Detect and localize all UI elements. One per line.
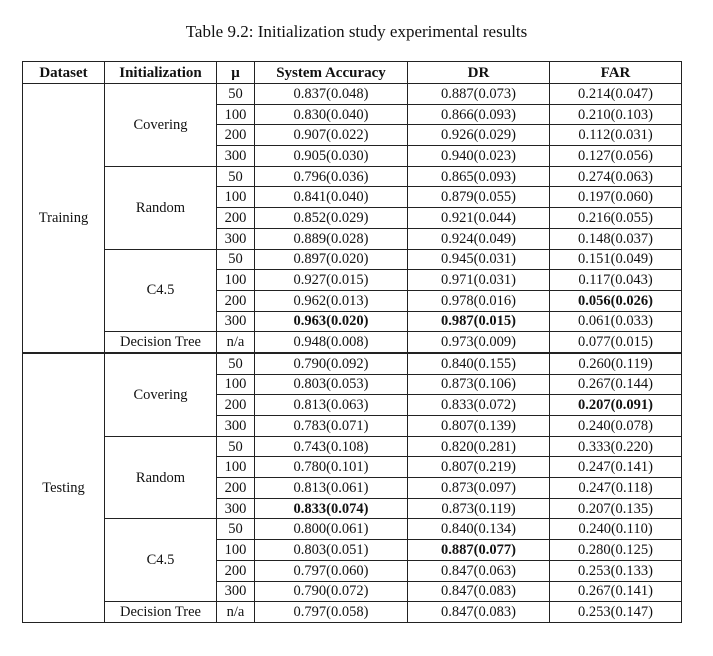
- mu-cell: 50: [217, 249, 255, 270]
- table-caption: Table 9.2: Initialization study experimental results: [185, 22, 528, 41]
- system-accuracy-cell: 0.897(0.020): [255, 249, 408, 270]
- far-cell: 0.207(0.091): [550, 395, 682, 416]
- system-accuracy-cell: 0.963(0.020): [255, 311, 408, 332]
- far-cell: 0.210(0.103): [550, 104, 682, 125]
- system-accuracy-cell: 0.907(0.022): [255, 125, 408, 146]
- mu-cell: 100: [217, 270, 255, 291]
- dr-cell: 0.833(0.072): [408, 395, 550, 416]
- far-cell: 0.253(0.133): [550, 560, 682, 581]
- results-table: [22, 61, 682, 623]
- table-row: [23, 602, 682, 623]
- system-accuracy-cell: 0.837(0.048): [255, 84, 408, 105]
- far-cell: 0.197(0.060): [550, 187, 682, 208]
- mu-cell: n/a: [217, 332, 255, 353]
- dr-cell: 0.971(0.031): [408, 270, 550, 291]
- far-cell: 0.117(0.043): [550, 270, 682, 291]
- mu-cell: 200: [217, 560, 255, 581]
- dr-cell: 0.865(0.093): [408, 166, 550, 187]
- dataset-cell: Training: [23, 84, 105, 353]
- table-row: [23, 353, 682, 374]
- mu-cell: 50: [217, 353, 255, 374]
- mu-cell: 200: [217, 478, 255, 499]
- mu-cell: 300: [217, 581, 255, 602]
- dr-cell: 0.987(0.015): [408, 311, 550, 332]
- system-accuracy-cell: 0.830(0.040): [255, 104, 408, 125]
- system-accuracy-cell: 0.803(0.053): [255, 374, 408, 395]
- mu-cell: 300: [217, 228, 255, 249]
- dr-cell: 0.873(0.119): [408, 498, 550, 519]
- dr-cell: 0.978(0.016): [408, 290, 550, 311]
- system-accuracy-cell: 0.797(0.058): [255, 602, 408, 623]
- far-cell: 0.240(0.078): [550, 416, 682, 437]
- header-far: FAR: [550, 62, 682, 84]
- table-row: [23, 519, 682, 540]
- mu-cell: 300: [217, 498, 255, 519]
- system-accuracy-cell: 0.841(0.040): [255, 187, 408, 208]
- far-cell: 0.207(0.135): [550, 498, 682, 519]
- far-cell: 0.077(0.015): [550, 332, 682, 353]
- system-accuracy-cell: 0.790(0.092): [255, 353, 408, 374]
- initialization-cell: C4.5: [105, 519, 217, 602]
- mu-cell: 100: [217, 374, 255, 395]
- header-system-accuracy: System Accuracy: [255, 62, 408, 84]
- system-accuracy-cell: 0.780(0.101): [255, 457, 408, 478]
- table-row: [23, 332, 682, 353]
- mu-cell: n/a: [217, 602, 255, 623]
- system-accuracy-cell: 0.803(0.051): [255, 540, 408, 561]
- initialization-cell: Covering: [105, 84, 217, 167]
- far-cell: 0.127(0.056): [550, 146, 682, 167]
- system-accuracy-cell: 0.800(0.061): [255, 519, 408, 540]
- far-cell: 0.214(0.047): [550, 84, 682, 105]
- system-accuracy-cell: 0.797(0.060): [255, 560, 408, 581]
- far-cell: 0.148(0.037): [550, 228, 682, 249]
- dr-cell: 0.840(0.155): [408, 353, 550, 374]
- header-mu: μ: [217, 62, 255, 84]
- far-cell: 0.056(0.026): [550, 290, 682, 311]
- far-cell: 0.240(0.110): [550, 519, 682, 540]
- header-row: [23, 62, 682, 84]
- table-row: [23, 84, 682, 105]
- far-cell: 0.112(0.031): [550, 125, 682, 146]
- dr-cell: 0.820(0.281): [408, 436, 550, 457]
- dr-cell: 0.973(0.009): [408, 332, 550, 353]
- mu-cell: 100: [217, 457, 255, 478]
- header-initialization: Initialization: [105, 62, 217, 84]
- mu-cell: 200: [217, 290, 255, 311]
- mu-cell: 200: [217, 395, 255, 416]
- mu-cell: 100: [217, 540, 255, 561]
- initialization-cell: Covering: [105, 353, 217, 436]
- far-cell: 0.333(0.220): [550, 436, 682, 457]
- header-dr: DR: [408, 62, 550, 84]
- system-accuracy-cell: 0.783(0.071): [255, 416, 408, 437]
- mu-cell: 200: [217, 125, 255, 146]
- table-row: [23, 436, 682, 457]
- system-accuracy-cell: 0.813(0.063): [255, 395, 408, 416]
- far-cell: 0.061(0.033): [550, 311, 682, 332]
- mu-cell: 300: [217, 146, 255, 167]
- dr-cell: 0.840(0.134): [408, 519, 550, 540]
- mu-cell: 100: [217, 104, 255, 125]
- mu-cell: 50: [217, 84, 255, 105]
- far-cell: 0.247(0.141): [550, 457, 682, 478]
- mu-cell: 300: [217, 311, 255, 332]
- table-row: [23, 166, 682, 187]
- dr-cell: 0.866(0.093): [408, 104, 550, 125]
- system-accuracy-cell: 0.905(0.030): [255, 146, 408, 167]
- initialization-cell: Decision Tree: [105, 602, 217, 623]
- far-cell: 0.216(0.055): [550, 208, 682, 229]
- header-dataset: Dataset: [23, 62, 105, 84]
- system-accuracy-cell: 0.852(0.029): [255, 208, 408, 229]
- dr-cell: 0.887(0.077): [408, 540, 550, 561]
- far-cell: 0.151(0.049): [550, 249, 682, 270]
- mu-cell: 50: [217, 166, 255, 187]
- mu-cell: 300: [217, 416, 255, 437]
- mu-cell: 50: [217, 519, 255, 540]
- dataset-cell: Testing: [23, 353, 105, 622]
- initialization-cell: Random: [105, 166, 217, 249]
- dr-cell: 0.847(0.063): [408, 560, 550, 581]
- table-row: [23, 249, 682, 270]
- dr-cell: 0.807(0.139): [408, 416, 550, 437]
- dr-cell: 0.879(0.055): [408, 187, 550, 208]
- system-accuracy-cell: 0.796(0.036): [255, 166, 408, 187]
- dr-cell: 0.924(0.049): [408, 228, 550, 249]
- dr-cell: 0.945(0.031): [408, 249, 550, 270]
- system-accuracy-cell: 0.790(0.072): [255, 581, 408, 602]
- system-accuracy-cell: 0.813(0.061): [255, 478, 408, 499]
- dr-cell: 0.847(0.083): [408, 602, 550, 623]
- system-accuracy-cell: 0.889(0.028): [255, 228, 408, 249]
- system-accuracy-cell: 0.948(0.008): [255, 332, 408, 353]
- far-cell: 0.253(0.147): [550, 602, 682, 623]
- dr-cell: 0.873(0.106): [408, 374, 550, 395]
- dr-cell: 0.887(0.073): [408, 84, 550, 105]
- far-cell: 0.274(0.063): [550, 166, 682, 187]
- mu-cell: 200: [217, 208, 255, 229]
- system-accuracy-cell: 0.743(0.108): [255, 436, 408, 457]
- dr-cell: 0.940(0.023): [408, 146, 550, 167]
- far-cell: 0.260(0.119): [550, 353, 682, 374]
- far-cell: 0.267(0.141): [550, 581, 682, 602]
- dr-cell: 0.807(0.219): [408, 457, 550, 478]
- mu-cell: 100: [217, 187, 255, 208]
- dr-cell: 0.921(0.044): [408, 208, 550, 229]
- dr-cell: 0.847(0.083): [408, 581, 550, 602]
- mu-cell: 50: [217, 436, 255, 457]
- initialization-cell: Decision Tree: [105, 332, 217, 353]
- results-body: [23, 84, 682, 623]
- dr-cell: 0.926(0.029): [408, 125, 550, 146]
- system-accuracy-cell: 0.833(0.074): [255, 498, 408, 519]
- far-cell: 0.247(0.118): [550, 478, 682, 499]
- dr-cell: 0.873(0.097): [408, 478, 550, 499]
- system-accuracy-cell: 0.962(0.013): [255, 290, 408, 311]
- far-cell: 0.280(0.125): [550, 540, 682, 561]
- system-accuracy-cell: 0.927(0.015): [255, 270, 408, 291]
- initialization-cell: C4.5: [105, 249, 217, 332]
- far-cell: 0.267(0.144): [550, 374, 682, 395]
- initialization-cell: Random: [105, 436, 217, 519]
